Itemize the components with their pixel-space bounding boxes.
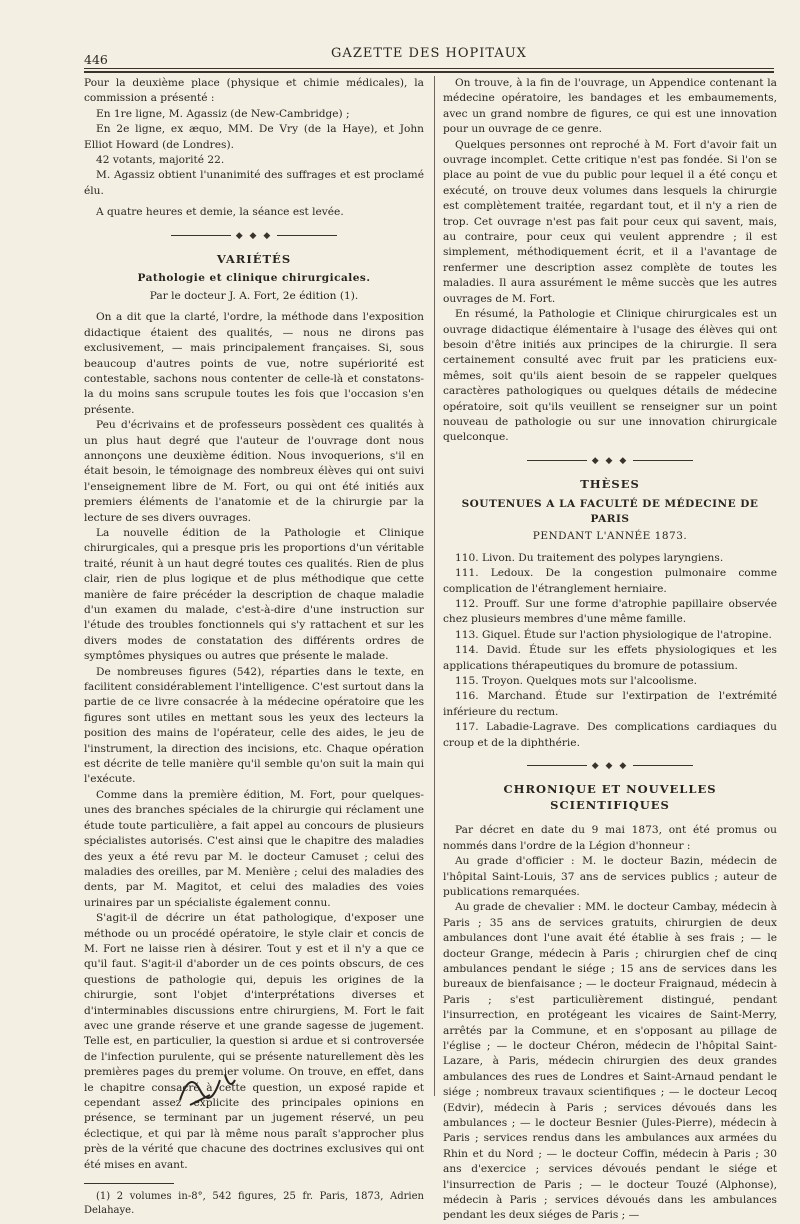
left-column xyxy=(84,76,424,1218)
ink-mark xyxy=(170,1060,250,1110)
footnote-rule xyxy=(84,1183,174,1184)
thesis-item: 114. David. Étude sur les effets physiologiques et les applications thérapeutiques du bromure de potassium. xyxy=(443,644,777,672)
running-head xyxy=(84,46,774,66)
header-rule-thick xyxy=(84,71,774,73)
thesis-item: 112. Prouff. Sur une forme d'atrophie papillaire observée chez plusieurs membres d'une même famille. xyxy=(443,598,777,626)
varietes-title: VARIÉTÉS xyxy=(216,252,292,267)
article-paragraph: On trouve, à la fin de l'ouvrage, un Appendice contenant la médecine opératoire, les bandages et les embaumements, avec un grand nombre de figures, ce qui est une innovation pour un ouvrage de ce genre. xyxy=(443,77,777,136)
right-column xyxy=(443,76,777,1224)
varietes-subtitle: Pathologie et clinique chirurgicales. xyxy=(137,272,371,285)
article-paragraph: Quelques personnes ont reproché à M. Fort d'avoir fait un ouvrage incomplet. Cette critique n'est pas fondée. Si l'on se place au point de vue du public pour lequel il a été conçu et exécuté, on trouve deux volumes dans lesquels la chirurgie est complètement traitée, regardant tout, et il n'y a rien de trop. Cet ouvrage n'est pas fait pour ceux qui savent, mais, au contraire, pour ceux qui veulent apprendre ; il est simplement, méthodiquement écrit, et il a l'avantage de renfermer une description assez complète de toutes les maladies. Il aura assurément le même succès que les autres ouvrages de M. Fort. xyxy=(443,138,777,305)
chronique-paragraph: Au grade d'officier : M. le docteur Bazin, médecin de l'hôpital Saint-Louis, 37 ans de services publics ; auteur de publications remarquées. xyxy=(443,855,777,898)
journal-title: GAZETTE DES HOPITAUX xyxy=(331,46,527,61)
header-rule xyxy=(84,68,774,69)
intro-line: En 2e ligne, ex æquo, MM. De Vry (de la Haye), et John Elliot Howard (de Londres). xyxy=(84,123,424,151)
varietes-byline: Par le docteur J. A. Fort, 2e édition (1). xyxy=(149,289,359,302)
intro-line: A quatre heures et demie, la séance est levée. xyxy=(96,206,344,219)
intro-paragraph: Pour la deuxième place (physique et chimie médicales), la commission a présenté : xyxy=(84,77,424,105)
article-paragraph: S'agit-il de décrire un état pathologique, d'exposer une méthode ou un procédé opératoire, le style clair et concis de M. Fort ne laisse rien à désirer. Tout y est et il n'y a que ce qu'il faut. S'agit-il d'aborder un de ces points obscurs, de ces questions de pathologie qui, depuis les origines de la chirurgie, sont l'objet d'interprétations diverses et d'interminables discussions entre chirurgiens, M. Fort le fait avec une grande réserve et une grande sagesse de jugement. Telle est, en particulier, la question si ardue et si controversée de l'infection purulente, qui se présente naturellement dès les premières pages du premier volume. On trouve, en effet, dans le chapitre consacré à cette question, un exposé rapide et cependant assez explicite des principales opinions en présence, se terminant par un jugement réservé, un peu éclectique, et qui par là même nous paraît s'approcher plus près de la vérité que chacune des doctrines exclusives qui ont été mises en avant. xyxy=(84,912,424,1171)
intro-line: M. Agassiz obtient l'unanimité des suffrages et est proclamé élu. xyxy=(84,169,424,197)
section-ornament: ◆ ◆ ◆ xyxy=(84,229,424,244)
thesis-item: 110. Livon. Du traitement des polypes laryngiens. xyxy=(455,551,724,564)
article-paragraph: Peu d'écrivains et de professeurs possèdent ces qualités à un plus haut degré que l'auteur de l'ouvrage dont nous annonçons une deuxième édition. Nous invoquerions, s'il en était besoin, le témoignage des nombreux élèves qui ont suivi l'enseignement libre de M. Fort, ou qui ont été initiés aux premiers éléments de l'anatomie et de la chirurgie par la lecture de ses divers ouvrages. xyxy=(84,419,424,524)
article-paragraph: En résumé, la Pathologie et Clinique chirurgicales est un ouvrage didactique élémentaire à l'usage des élèves qui ont besoin d'être initiés aux principes de la chirurgie. Il sera certainement consulté avec fruit par les praticiens eux-mêmes, soit qu'ils aient besoin de se rappeler quelques caractères pathologiques ou quelques détails de médecine opératoire, soit qu'ils veuillent se renseigner sur un point nouveau de pathologie ou sur une innovation chirurgicale quelconque. xyxy=(443,308,777,444)
article-paragraph: La nouvelle édition de la Pathologie et Clinique chirurgicales, qui a presque pris les proportions d'un véritable traité, réunit à un haut degré toutes ces qualités. Rien de plus clair, rien de plus logique et de plus méthodique que cette manière de faire précéder la description de chaque maladie d'un examen du malade, c'est-à-dire d'une instruction sur l'étude des troubles fonctionnels qui s'y rattachent et sur les divers modes de constatation des différents ordres de symptômes physiques ou autres que présente le malade. xyxy=(84,526,424,663)
intro-line: 42 votants, majorité 22. xyxy=(96,154,225,167)
thesis-item: 115. Troyon. Quelques mots sur l'alcoolisme. xyxy=(455,675,697,688)
section-ornament: ◆ ◆ ◆ xyxy=(443,759,777,774)
article-paragraph: On a dit que la clarté, l'ordre, la méthode dans l'exposition didactique étaient des qualités, — nous ne dirons pas exclusivement, — mais principalement françaises. Si, sous beaucoup d'autres points de vue, notre supériorité est contestable, sachons nous contenter de celle-là et constatons-la du moins sans scrupule toutes les fois que l'occasion s'en présente. xyxy=(84,311,424,416)
thesis-item: 117. Labadie-Lagrave. Des complications cardiaques du croup et de la diphthérie. xyxy=(443,721,777,749)
chronique-paragraph: Au grade de chevalier : MM. le docteur Cambay, médecin à Paris ; 35 ans de services gratuits, chirurgien de deux ambulances dont l'une avait été établie à ses frais ; — le docteur Grange, médecin à Paris ; chirurgien chef de cinq ambulances pendant le siége ; 15 ans de services dans les bureaux de bienfaisance ; — le docteur Fraignaud, médecin à Paris ; s'est particulièrement distingué, pendant l'insurrection, en protégeant les vicaires de Saint-Merry, arrêtés par la Commune, et en s'opposant au pillage de l'église ; — le docteur Chéron, médecin de l'hôpital Saint-Lazare, à Paris, médecin chirurgien des deux grandes ambulances des rues de Londres et Saint-Arnaud pendant le siége ; nombreux travaux scientifiques ; — le docteur Lecoq (Edvir), médecin à Paris ; services dévoués dans les ambulances ; — le docteur Besnier (Jules-Pierre), médecin à Paris ; services rendus dans les ambulances aux armées du Rhin et du Nord ; — le docteur Coffin, médecin à Paris ; 30 ans d'exercice ; services dévoués pendant le siége et l'insurrection de Paris ; — le docteur Touzé (Alphonse), médecin à Paris ; services dévoués dans les ambulances pendant les deux siéges de Paris ; — xyxy=(443,901,777,1222)
thesis-item: 116. Marchand. Étude sur l'extirpation de l'extrémité inférieure du rectum. xyxy=(443,690,777,718)
theses-year: PENDANT L'ANNÉE 1873. xyxy=(532,530,688,543)
theses-subtitle: SOUTENUES A LA FACULTÉ DE MÉDECINE DE PARIS xyxy=(461,497,759,525)
page-number: 446 xyxy=(84,52,108,67)
article-paragraph: De nombreuses figures (542), réparties dans le texte, en facilitent considérablement l'intelligence. C'est surtout dans la partie de ce livre consacrée à la médecine opératoire que les figures sont utiles en mettant sous les yeux des lecteurs la position des mains de l'opérateur, celle des aides, le jeu de l'instrument, la direction des incisions, etc. Chaque opération est décrite de telle manière qu'il semble qu'on suit la main qui l'exécute. xyxy=(84,665,424,786)
column-divider xyxy=(434,76,435,1096)
article-paragraph: Comme dans la première édition, M. Fort, pour quelques-unes des branches spéciales de la chirurgie qui réclament une étude toute particulière, a fait appel au concours de plusieurs spécialistes autorisés. C'est ainsi que le chapitre des maladies des yeux a été revu par M. le docteur Camuset ; celui des maladies des oreilles, par M. Menière ; celui des maladies des dents, par M. Magitot, et celui des maladies des voies urinaires par un spécialiste également connu. xyxy=(84,788,424,909)
thesis-item: 113. Giquel. Étude sur l'action physiologique de l'atropine. xyxy=(455,628,772,641)
footnote: (1) 2 volumes in-8°, 542 figures, 25 fr. Paris, 1873, Adrien Delahaye. xyxy=(84,1191,424,1217)
chronique-paragraph: Par décret en date du 9 mai 1873, ont été promus ou nommés dans l'ordre de la Légion d'honneur : xyxy=(443,824,777,852)
intro-line: En 1re ligne, M. Agassiz (de New-Cambridge) ; xyxy=(96,107,350,120)
theses-title: THÈSES xyxy=(580,477,640,492)
thesis-item: 111. Ledoux. De la congestion pulmonaire comme complication de l'étranglement herniaire. xyxy=(443,567,777,595)
section-ornament: ◆ ◆ ◆ xyxy=(443,454,777,469)
chronique-title: CHRONIQUE ET NOUVELLES SCIENTIFIQUES xyxy=(503,782,717,812)
